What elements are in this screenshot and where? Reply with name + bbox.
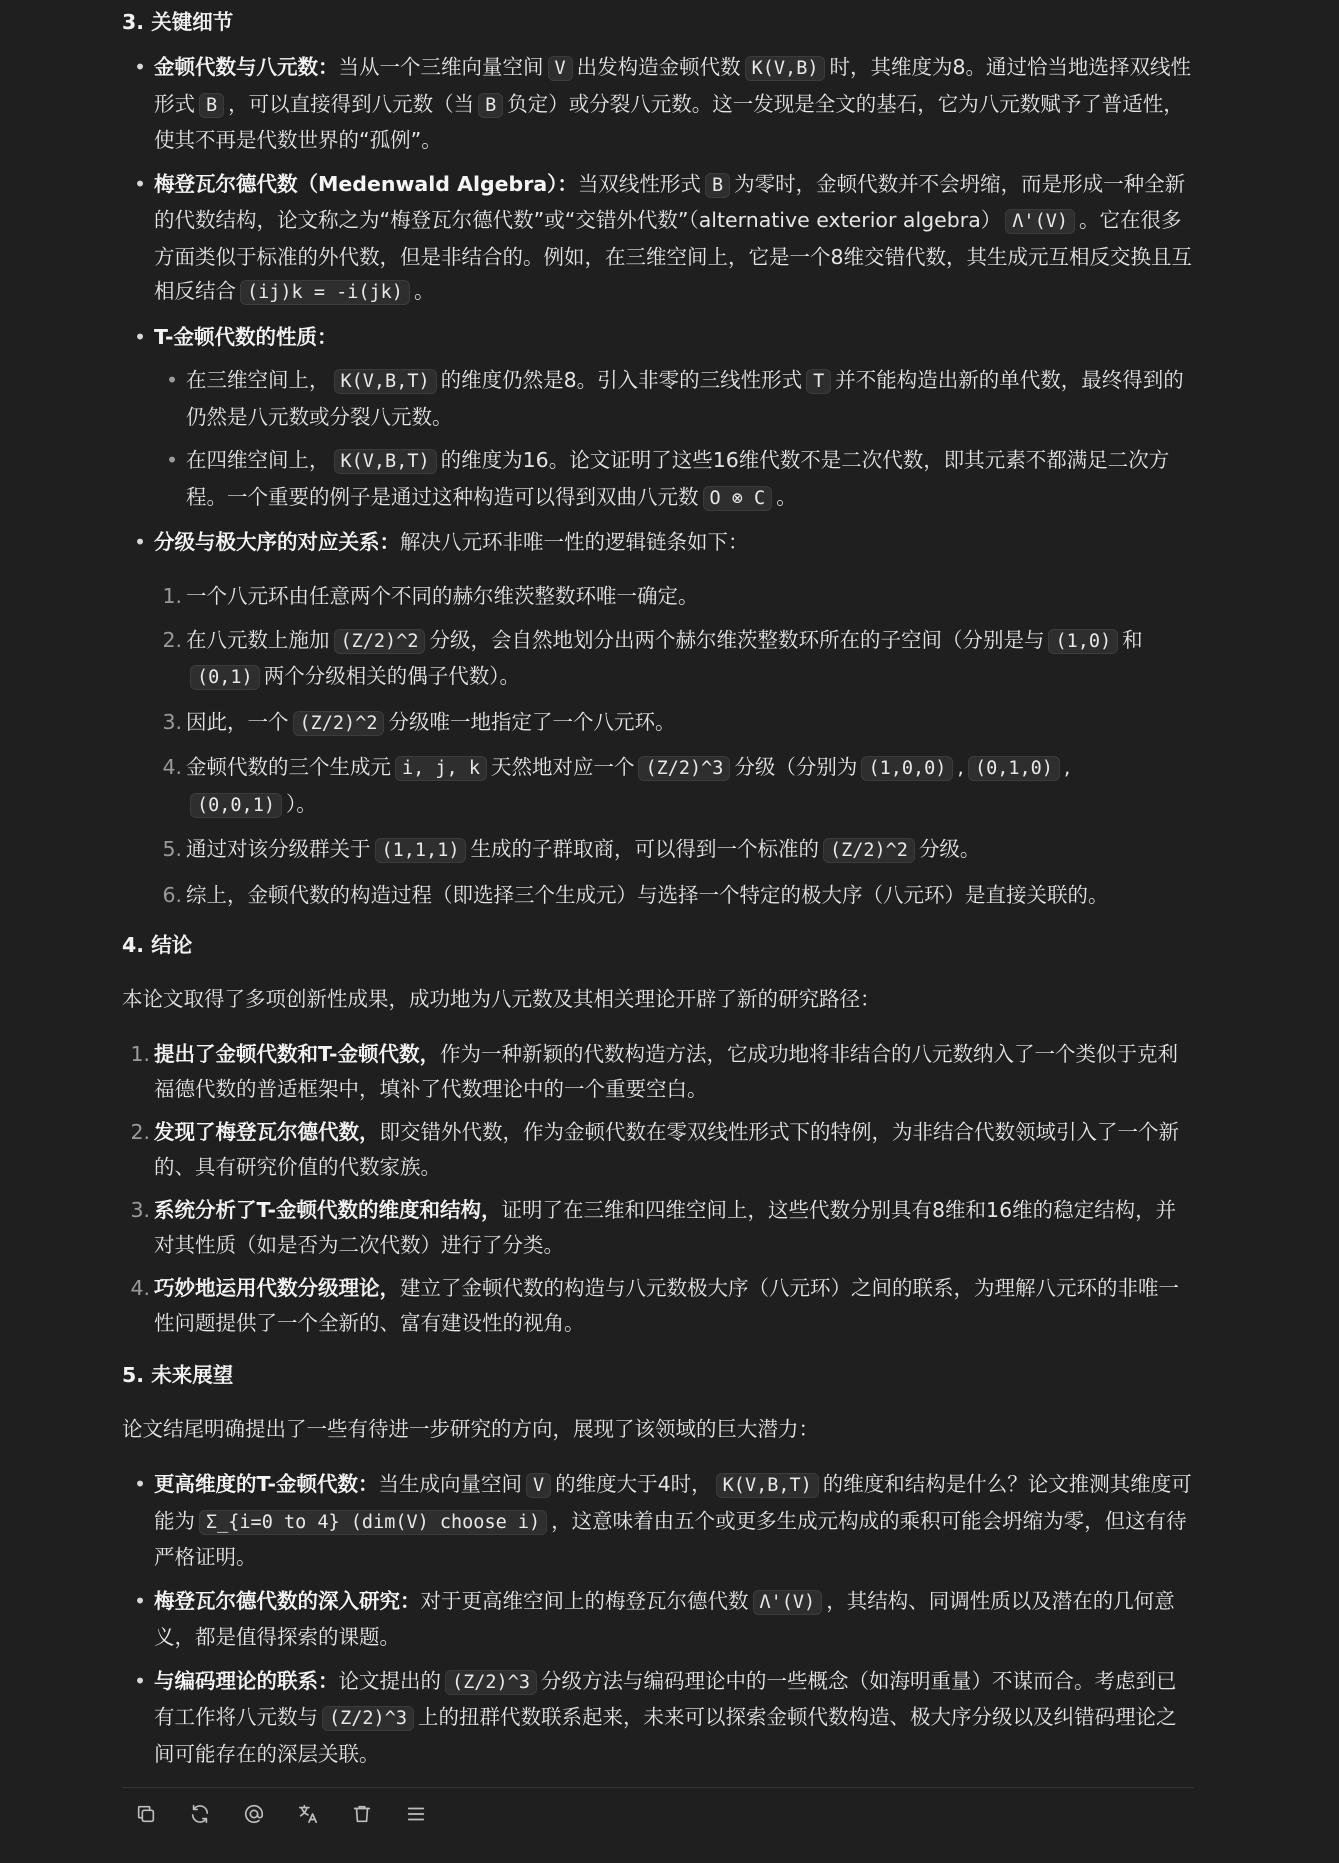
inline-code: (Z/2)^3 — [445, 1670, 537, 1695]
inline-code: (ij)k = -i(jk) — [240, 280, 410, 305]
list-item: • 梅登瓦尔德代数的深入研究：对于更高维空间上的梅登瓦尔德代数 Λ'(V) ，其结构、同调性质以及潜在的几何意义，都是值得探索的课题。 — [134, 1588, 1175, 1649]
inline-code: B — [705, 173, 730, 198]
inline-code: (1,0,0) — [861, 756, 953, 781]
list-item: • T-金顿代数的性质： • 在三维空间上， K(V,B,T) 的维度仍然是8。引入非零的三线性形式 T 并不能构造出新的单代数，最终得到的仍然是八元数或分裂八元数。 • 在四维空间上， K(V,B,T) 的维度为16。论文证明了这些16维代数不是二次代数，即其元素不都满足二次方程。一个重要的例子是通过这种构造可以得到双曲八元数 O ⊗ C 。 — [122, 320, 1194, 517]
inline-code: (0,1) — [190, 665, 260, 690]
logic-chain-list — [154, 579, 1194, 912]
mention-button[interactable] — [240, 1800, 268, 1828]
inline-code: K(V,B,T) — [334, 449, 437, 474]
inline-code: O ⊗ C — [703, 486, 773, 511]
list-item: 1. 提出了金顿代数和T-金顿代数，作为一种新颖的代数构造方法，它成功地将非结合的八元数纳入了一个类似于克利福德代数的普适框架中，填补了代数理论中的一个重要空白。 — [130, 1042, 1178, 1101]
regenerate-button[interactable] — [186, 1800, 214, 1828]
inline-code: (0,0,1) — [190, 793, 282, 818]
list-item: 4. 巧妙地运用代数分级理论，建立了金顿代数的构造与八元数极大序（八元环）之间的联系，为理解八元环的非唯一性问题提供了一个全新的、富有建设性的视角。 — [130, 1276, 1179, 1335]
section-4-heading: 4. 结论 — [122, 933, 193, 957]
section-5-intro: 论文结尾明确提出了一些有待进一步研究的方向，展现了该领域的巨大潜力： — [122, 1417, 819, 1441]
inline-code: (Z/2)^2 — [293, 711, 385, 736]
copy-button[interactable] — [132, 1800, 160, 1828]
inline-code: V — [526, 1473, 551, 1498]
list-item: 1. 一个八元环由任意两个不同的赫尔维茨整数环唯一确定。 — [162, 584, 699, 608]
list-item: 2. 发现了梅登瓦尔德代数，即交错外代数，作为金顿代数在零双线性形式下的特例，为非结合代数领域引入了一个新的、具有研究价值的代数家族。 — [130, 1120, 1179, 1179]
inline-code: (Z/2)^2 — [823, 838, 915, 863]
list-item: • 分级与极大序的对应关系：解决八元环非唯一性的逻辑链条如下： — [134, 530, 749, 554]
inline-code: B — [478, 93, 503, 118]
section-4-intro: 本论文取得了多项创新性成果，成功地为八元数及其相关理论开辟了新的研究路径： — [122, 987, 881, 1011]
inline-code: (Z/2)^3 — [322, 1706, 414, 1731]
inline-code: (Z/2)^3 — [638, 756, 730, 781]
more-menu-button[interactable] — [402, 1800, 430, 1828]
inline-code: K(V,B) — [745, 56, 826, 81]
translate-icon — [297, 1803, 319, 1825]
sub-list — [122, 363, 1194, 516]
inline-code: i, j, k — [395, 756, 487, 781]
list-item: • 更高维度的T-金顿代数：当生成向量空间 V 的维度大于4时， K(V,B,T) 的维度和结构是什么？论文推测其维度可能为 Σ_{i=0 to 4} (dim(V) choose i) ，这意味着由五个或更多生成元构成的乘积可能会坍缩为零，但这有待严格证明。 — [134, 1472, 1192, 1569]
list-item: 3. 因此，一个 (Z/2)^2 分级唯一地指定了一个八元环。 — [162, 709, 676, 734]
inline-code: T — [806, 369, 831, 394]
list-item: • 金顿代数与八元数：当从一个三维向量空间 V 出发构造金顿代数 K(V,B) 时，其维度为8。通过恰当地选择双线性形式 B ，可以直接得到八元数（当 B 负定）或分裂八元数。这一发现是全文的基石，它为八元数赋予了普适性，使其不再是代数世界的“孤例”。 — [134, 55, 1192, 152]
inline-code: B — [199, 93, 224, 118]
inline-code: Λ'(V) — [1005, 209, 1075, 234]
inline-code: (1,0) — [1048, 629, 1118, 654]
inline-code: (1,1,1) — [375, 838, 467, 863]
conclusion-list — [122, 1037, 1194, 1340]
message-toolbar — [132, 1796, 430, 1832]
inline-code: (0,1,0) — [968, 756, 1060, 781]
delete-button[interactable] — [348, 1800, 376, 1828]
section-3-list — [122, 50, 1194, 560]
section-3-heading: 3. 关键细节 — [122, 10, 234, 34]
menu-icon — [405, 1803, 427, 1825]
inline-code: Σ_{i=0 to 4} (dim(V) choose i) — [199, 1510, 547, 1535]
sub-list-item: • 在三维空间上， K(V,B,T) 的维度仍然是8。引入非零的三线性形式 T 并不能构造出新的单代数，最终得到的仍然是八元数或分裂八元数。 — [166, 368, 1184, 429]
inline-code: K(V,B,T) — [334, 369, 437, 394]
list-item: 2. 在八元数上施加 (Z/2)^2 分级，会自然地划分出两个赫尔维茨整数环所在的子空间（分别是与 (1,0) 和(0,1) 两个分级相关的偶子代数）。 — [162, 627, 1143, 688]
trash-icon — [351, 1803, 373, 1825]
copy-icon — [135, 1803, 157, 1825]
inline-code: K(V,B,T) — [716, 1473, 819, 1498]
outlook-list — [122, 1467, 1194, 1771]
refresh-icon — [189, 1803, 211, 1825]
translate-button[interactable] — [294, 1800, 322, 1828]
inline-code: (Z/2)^2 — [334, 629, 426, 654]
list-item: 3. 系统分析了T-金顿代数的维度和结构，证明了在三维和四维空间上，这些代数分别具有8维和16维的稳定结构，并对其性质（如是否为二次代数）进行了分类。 — [130, 1198, 1177, 1257]
inline-code: Λ'(V) — [753, 1590, 823, 1615]
list-item: • 梅登瓦尔德代数（Medenwald Algebra）：当双线性形式 B 为零时，金顿代数并不会坍缩，而是形成一种全新的代数结构，论文称之为“梅登瓦尔德代数”或“交错外代数”（alternative exterior algebra） Λ'(V) 。它在很多方面类似于标准的外代数，但是非结合的。例如，在三维空间上，它是一个8维交错代数，其生成元互相反交换且互相反结合 (ij)k = -i(jk) 。 — [134, 171, 1193, 303]
divider — [122, 1787, 1194, 1788]
list-item: 4. 金顿代数的三个生成元 i, j, k 天然地对应一个 (Z/2)^3 分级（分别为 (1,0,0) , (0,1,0) ,(0,0,1) ）。 — [162, 755, 1071, 816]
sub-list-item: • 在四维空间上， K(V,B,T) 的维度为16。论文证明了这些16维代数不是二次代数，即其元素不都满足二次方程。一个重要的例子是通过这种构造可以得到双曲八元数 O ⊗ C 。 — [166, 448, 1170, 509]
inline-code: V — [548, 56, 573, 81]
list-item: 6. 综上，金顿代数的构造过程（即选择三个生成元）与选择一个特定的极大序（八元环）是直接关联的。 — [162, 882, 1109, 907]
at-icon — [243, 1803, 265, 1825]
list-item: • 与编码理论的联系：论文提出的 (Z/2)^3 分级方法与编码理论中的一些概念（如海明重量）不谋而合。考虑到已有工作将八元数与 (Z/2)^3 上的扭群代数联系起来，未来可以探索金顿代数构造、极大序分级以及纠错码理论之间可能存在的深层关联。 — [134, 1668, 1177, 1766]
section-5-heading: 5. 未来展望 — [122, 1363, 234, 1387]
list-item: 5. 通过对该分级群关于 (1,1,1) 生成的子群取商，可以得到一个标准的 (Z/2)^2 分级。 — [162, 837, 981, 861]
